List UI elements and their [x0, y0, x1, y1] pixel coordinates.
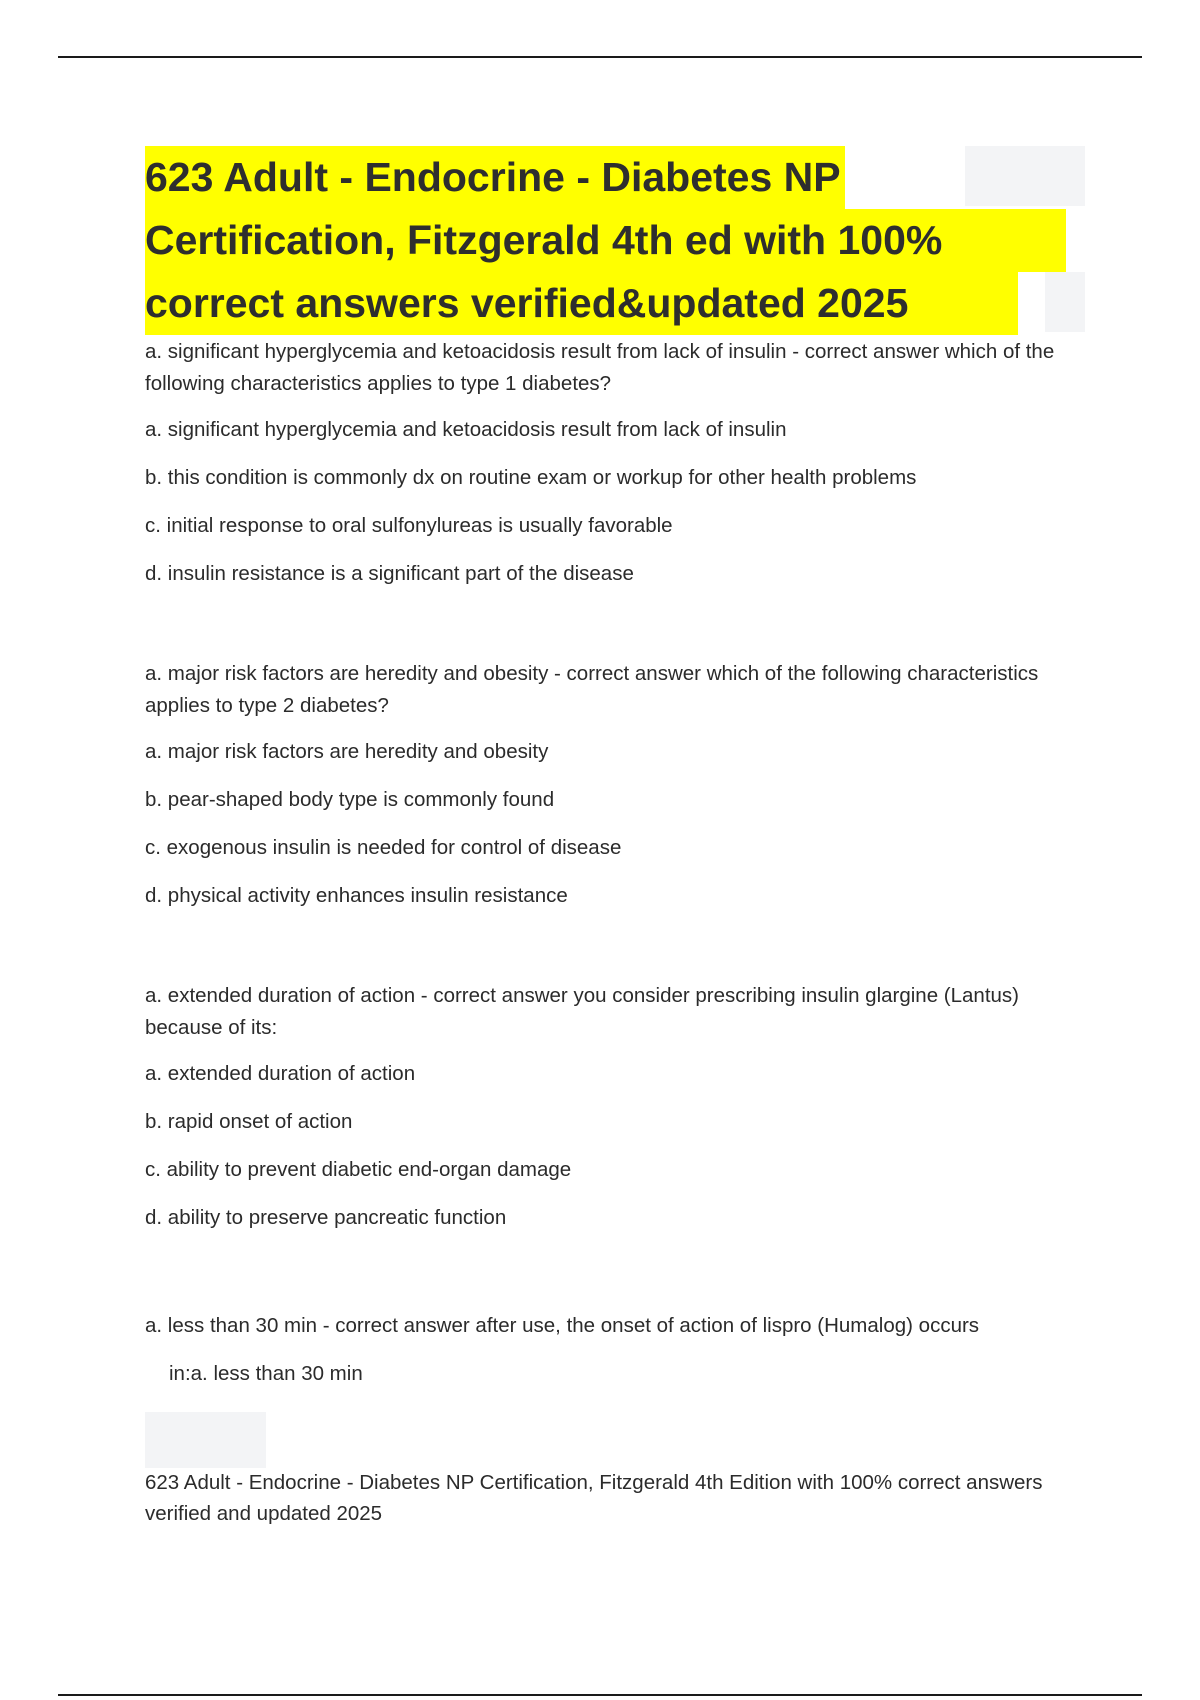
answer-option: b. pear-shaped body type is commonly found [145, 788, 555, 811]
title-line-2: Certification, Fitzgerald 4th ed with 100% [145, 209, 1085, 272]
answer-option: a. significant hyperglycemia and ketoacidosis result from lack of insulin [145, 418, 787, 441]
ghost-highlight [1045, 272, 1085, 332]
answer-option: d. ability to preserve pancreatic function [145, 1206, 507, 1229]
question-text: a. major risk factors are heredity and obesity - correct answer which of the following characteristics applies to type 2 diabetes? [145, 662, 1039, 717]
answer-option: a. major risk factors are heredity and obesity [145, 740, 549, 763]
question-block [145, 658, 1075, 910]
answer-option: a. extended duration of action [145, 1062, 416, 1085]
question-text: a. extended duration of action - correct answer you consider prescribing insulin glargine (Lantus) because of its: [145, 984, 1020, 1039]
answer-option: d. insulin resistance is a significant part of the disease [145, 562, 634, 585]
answer-option: b. rapid onset of action [145, 1110, 353, 1133]
question-list [145, 336, 1075, 1468]
title-line-3: correct answers verified&updated 2025 [145, 272, 1085, 335]
question-block [145, 336, 1075, 588]
question-continuation: in:a. less than 30 min [169, 1362, 363, 1385]
answer-option: c. initial response to oral sulfonylureas is usually favorable [145, 514, 673, 537]
ghost-box [145, 1412, 266, 1468]
answer-option: c. exogenous insulin is needed for control of disease [145, 836, 622, 859]
answer-option: c. ability to prevent diabetic end-organ damage [145, 1158, 572, 1181]
footer-note: 623 Adult - Endocrine - Diabetes NP Certification, Fitzgerald 4th Edition with 100% correct answers verified and updated 2025 [145, 1471, 1043, 1525]
ghost-highlight [965, 146, 1085, 206]
question-text: a. less than 30 min - correct answer after use, the onset of action of lispro (Humalog) occurs [145, 1314, 980, 1337]
question-block [145, 980, 1075, 1232]
answer-option: d. physical activity enhances insulin resistance [145, 884, 568, 907]
top-rule [58, 56, 1142, 58]
bottom-rule [58, 1694, 1142, 1696]
question-text: a. significant hyperglycemia and ketoacidosis result from lack of insulin - correct answer which of the following characteristics applies to type 1 diabetes? [145, 340, 1055, 395]
answer-option: b. this condition is commonly dx on routine exam or workup for other health problems [145, 466, 917, 489]
question-block [145, 1302, 1075, 1398]
title-line-1: 623 Adult - Endocrine - Diabetes NP [145, 146, 1085, 209]
document-title [145, 146, 1085, 335]
